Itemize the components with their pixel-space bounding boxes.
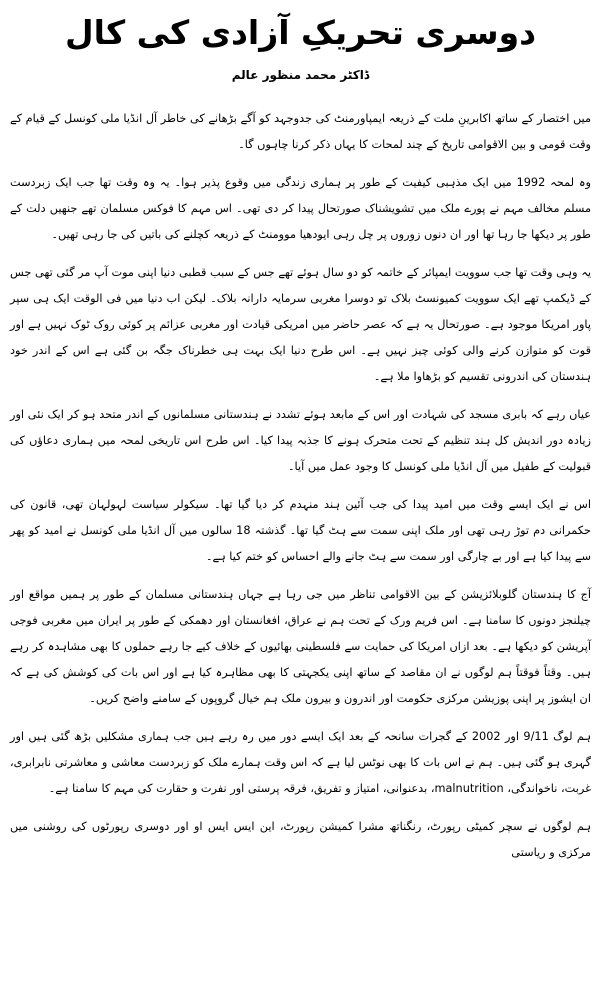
paragraph-3: یہ وہی وقت تھا جب سوویت ایمپائر کے خاتمہ کو دو سال ہوئے تھے جس کے سبب قطبی دنیا اپنی موت آپ مر گئی تھی جس کے ڈیکمپ تھے ایک سوویت کمیونسٹ بلاک تو دوسرا مغربی سرمایہ دارانہ بلاک۔ لیکن اب دنیا میں فی الوقت ایک ہی سپر پاور امریکا موجود ہے۔ صورتحال یہ ہے کہ عصر حاضر میں امریکی قیادت اور مغربی عزائم پر کوئی روک ٹوک نہیں ہے اور قوت کو متوازن کرنے والی کوئی چیز نہیں ہے۔ اس طرح دنیا ایک بہت ہی خطرناک جگہ بن گئی ہے اس کے اندر خود ہندستان کی اندرونی تقسیم کو بڑھاوا ملا ہے۔ bbox=[10, 266, 591, 383]
paragraph-4: عیاں رہے کہ بابری مسجد کی شہادت اور اس کے مابعد ہوئے تشدد نے ہندستانی مسلمانوں کے اندر متحد ہو کر ایک نئی اور زیادہ دور اندیش کل ہند تنظیم کے تحت متحرک ہونے کا جذبہ پیدا کیا۔ اس طرح اس تاریخی لمحہ میں ہماری دعاؤں کی قبولیت کے طفیل میں آل انڈیا ملی کونسل کا وجود عمل میں آیا۔ bbox=[10, 408, 591, 473]
paragraph-7: ہم لوگ 9/11 اور 2002 کے گجرات سانحہ کے بعد ایک ایسے دور میں رہ رہے ہیں جب ہماری مشکلیں بڑھ گئی ہیں اور گہری ہو گئی ہیں۔ ہم نے اس بات کا بھی نوٹس لیا ہے کہ اس وقت ہمارے ملک کو زبردست معاشی و معاشرتی نابرابری، غربت، ناخواندگی، malnutrition، بدعنوانی، امتیاز و تفریق، فرقہ پرستی اور نفرت و حقارت کی مہم کا سامنا ہے۔ bbox=[10, 730, 591, 795]
paragraph-5: اس نے ایک ایسے وقت میں امید پیدا کی جب آئین ہند منہدم کر دیا گیا تھا۔ سیکولر سیاست لہولہان تھی، قانون کی حکمرانی دم توڑ رہی تھی اور ملک اپنی سمت سے ہٹ گیا تھا۔ گذشتہ 18 سالوں میں آل انڈیا ملی کونسل نے امید کو پھر سے پیدا کیا ہے اور بے چارگی اور سمت سے ہٹ جانے والے احساس کو ختم کیا ہے۔ bbox=[10, 498, 591, 563]
paragraph-1: میں اختصار کے ساتھ اکابرینِ ملت کے ذریعہ ایمپاورمنٹ کی جدوجہد کو آگے بڑھانے کی خاطر آل انڈیا ملی کونسل کے قیام کے وقت قومی و بین الاقوامی تاریخ کے چند لمحات کا یہاں ذکر کرنا چاہوں گا۔ bbox=[10, 112, 591, 151]
article-title: دوسری تحریکِ آزادی کی کال bbox=[64, 13, 537, 52]
paragraph-6: آج کا ہندستان گلوبلائزیشن کے بین الاقوامی تناظر میں جی رہا ہے جہاں ہندستانی مسلمان کے طور پر ہمیں مواقع اور چیلنجز دونوں کا سامنا ہے۔ اس فریم ورک کے تحت ہم نے عراق، افغانستان اور دھمکی کے طور پر ایران میں مغربی فوجی آپریشن کو دیکھا ہے۔ بعد ازاں امریکا کی حمایت سے فلسطینی بھائیوں کے خلاف کیے جا رہے حملوں کا بھی مشاہدہ کر رہے ہیں۔ وقتاً فوقتاً ہم لوگوں نے ان مقاصد کے ساتھ اپنی یکجہتی کا بھی مظاہرہ کیا ہے اور اس بات کی کوشش کی ہے کہ ان ایشوز پر اپنی پوزیشن مرکزی حکومت اور اندرون و بیرون ملک ہم خیال گروپوں کے سامنے واضح کریں۔ bbox=[10, 588, 591, 705]
paragraph-2: وہ لمحہ 1992 میں ایک مذہبی کیفیت کے طور پر ہماری زندگی میں وقوع پذیر ہوا۔ یہ وہ وقت تھا جب ایک زبردست مسلم مخالف مہم نے پورے ملک میں تشویشناک صورتحال پیدا کر دی تھی۔ اس مہم کا فوکس مسلمان تھے جنھیں دلت کے طور پر دیکھا جا رہا تھا اور ان دنوں زوروں پر چل رہی ایودھیا موومنٹ کے ذریعہ کچلنے کی باتیں کی جا رہی تھیں۔ bbox=[10, 176, 591, 241]
article-author: ڈاکٹر محمد منظور عالم bbox=[231, 68, 370, 82]
paragraph-8: ہم لوگوں نے سچر کمیٹی رپورٹ، رنگناتھ مشرا کمیشن رپورٹ، این ایس ایس او اور دوسری رپورٹوں کی روشنی میں مرکزی و ریاستی bbox=[10, 820, 591, 859]
